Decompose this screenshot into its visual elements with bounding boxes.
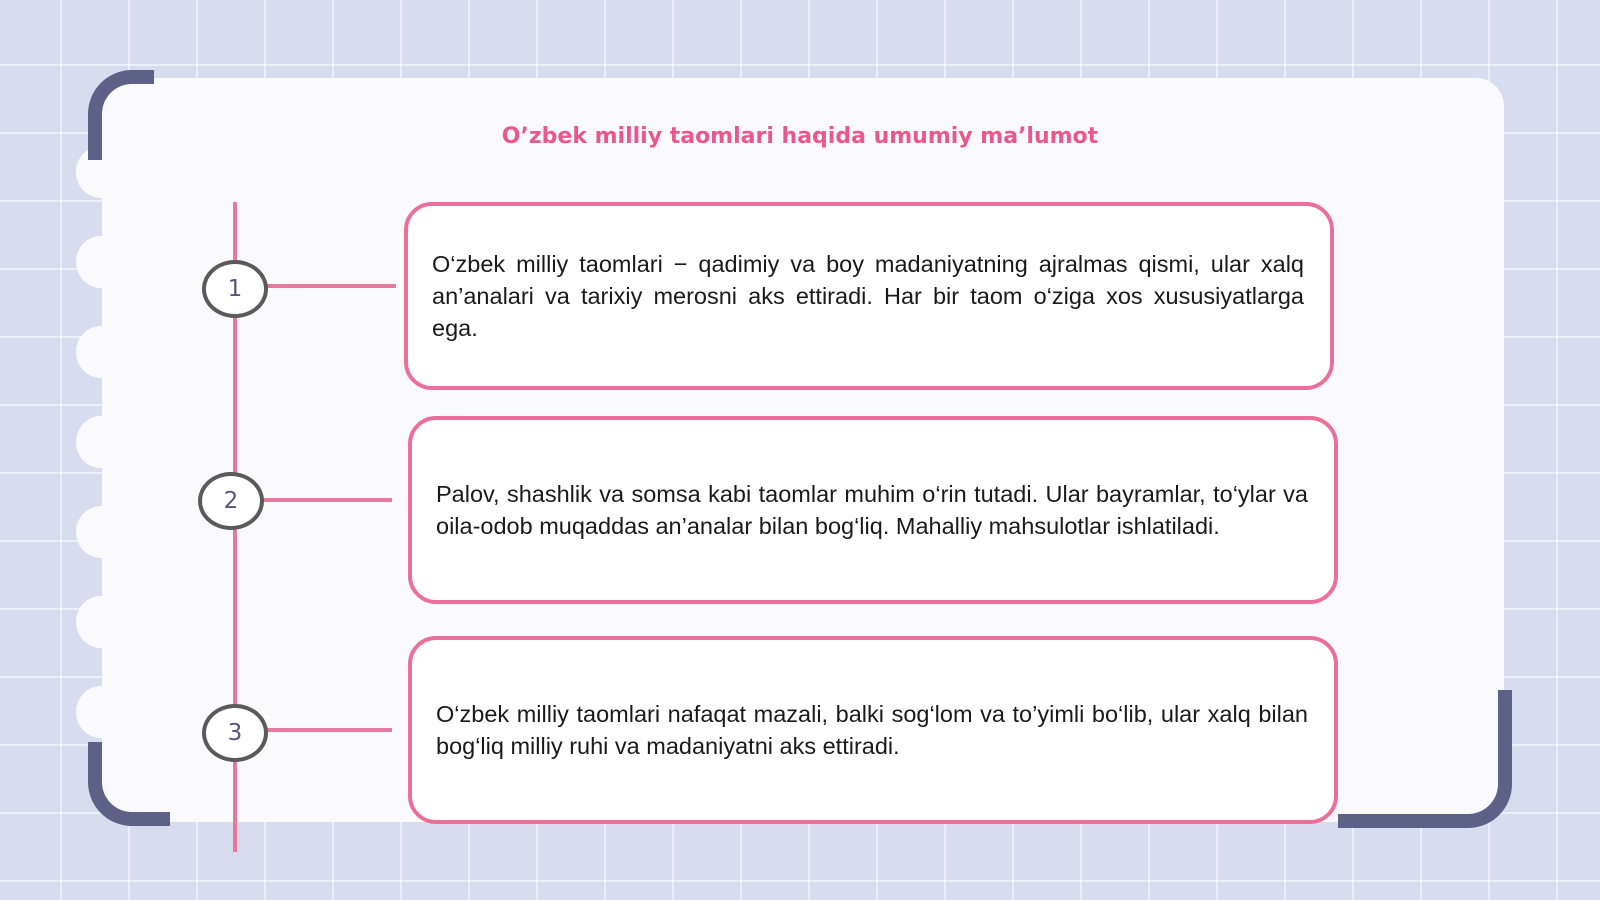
notebook-hole bbox=[76, 686, 126, 738]
timeline-connector bbox=[262, 284, 396, 288]
notebook-hole bbox=[76, 506, 126, 558]
notebook-hole bbox=[76, 326, 126, 378]
step-card bbox=[408, 636, 1338, 824]
step-number-badge: 3 bbox=[202, 704, 268, 762]
timeline-connector bbox=[262, 728, 392, 732]
frame-corner-bottom-right bbox=[1338, 690, 1512, 828]
step-card bbox=[408, 416, 1338, 604]
step-card bbox=[404, 202, 1334, 390]
frame-corner-bottom-left bbox=[88, 742, 170, 826]
step-number-badge: 1 bbox=[202, 260, 268, 318]
frame-corner-top-left bbox=[88, 70, 154, 160]
step-text: O‘zbek milliy taomlari − qadimiy va boy madaniyatning ajralmas qismi, ular xalq an’analari va tarixiy merosni aks ettiradi. Har bir taom o‘ziga xos xususiyatlarga ega. bbox=[432, 251, 1304, 341]
timeline-connector bbox=[260, 498, 392, 502]
notebook-hole bbox=[76, 596, 126, 648]
notebook-hole bbox=[76, 236, 126, 288]
step-text: O‘zbek milliy taomlari nafaqat mazali, balki sog‘lom va to’yimli bo‘lib, ular xalq bilan bog‘liq milliy ruhi va madaniyatni aks ettiradi. bbox=[436, 701, 1308, 759]
step-number-badge: 2 bbox=[198, 472, 264, 530]
page-title: O’zbek milliy taomlari haqida umumiy ma’lumot bbox=[501, 124, 1099, 149]
notebook-hole bbox=[76, 416, 126, 468]
step-text: Palov, shashlik va somsa kabi taomlar muhim o‘rin tutadi. Ular bayramlar, to‘ylar va oila-odob muqaddas an’analar bilan bog‘liq. Mahalliy mahsulotlar ishlatiladi. bbox=[436, 481, 1308, 539]
